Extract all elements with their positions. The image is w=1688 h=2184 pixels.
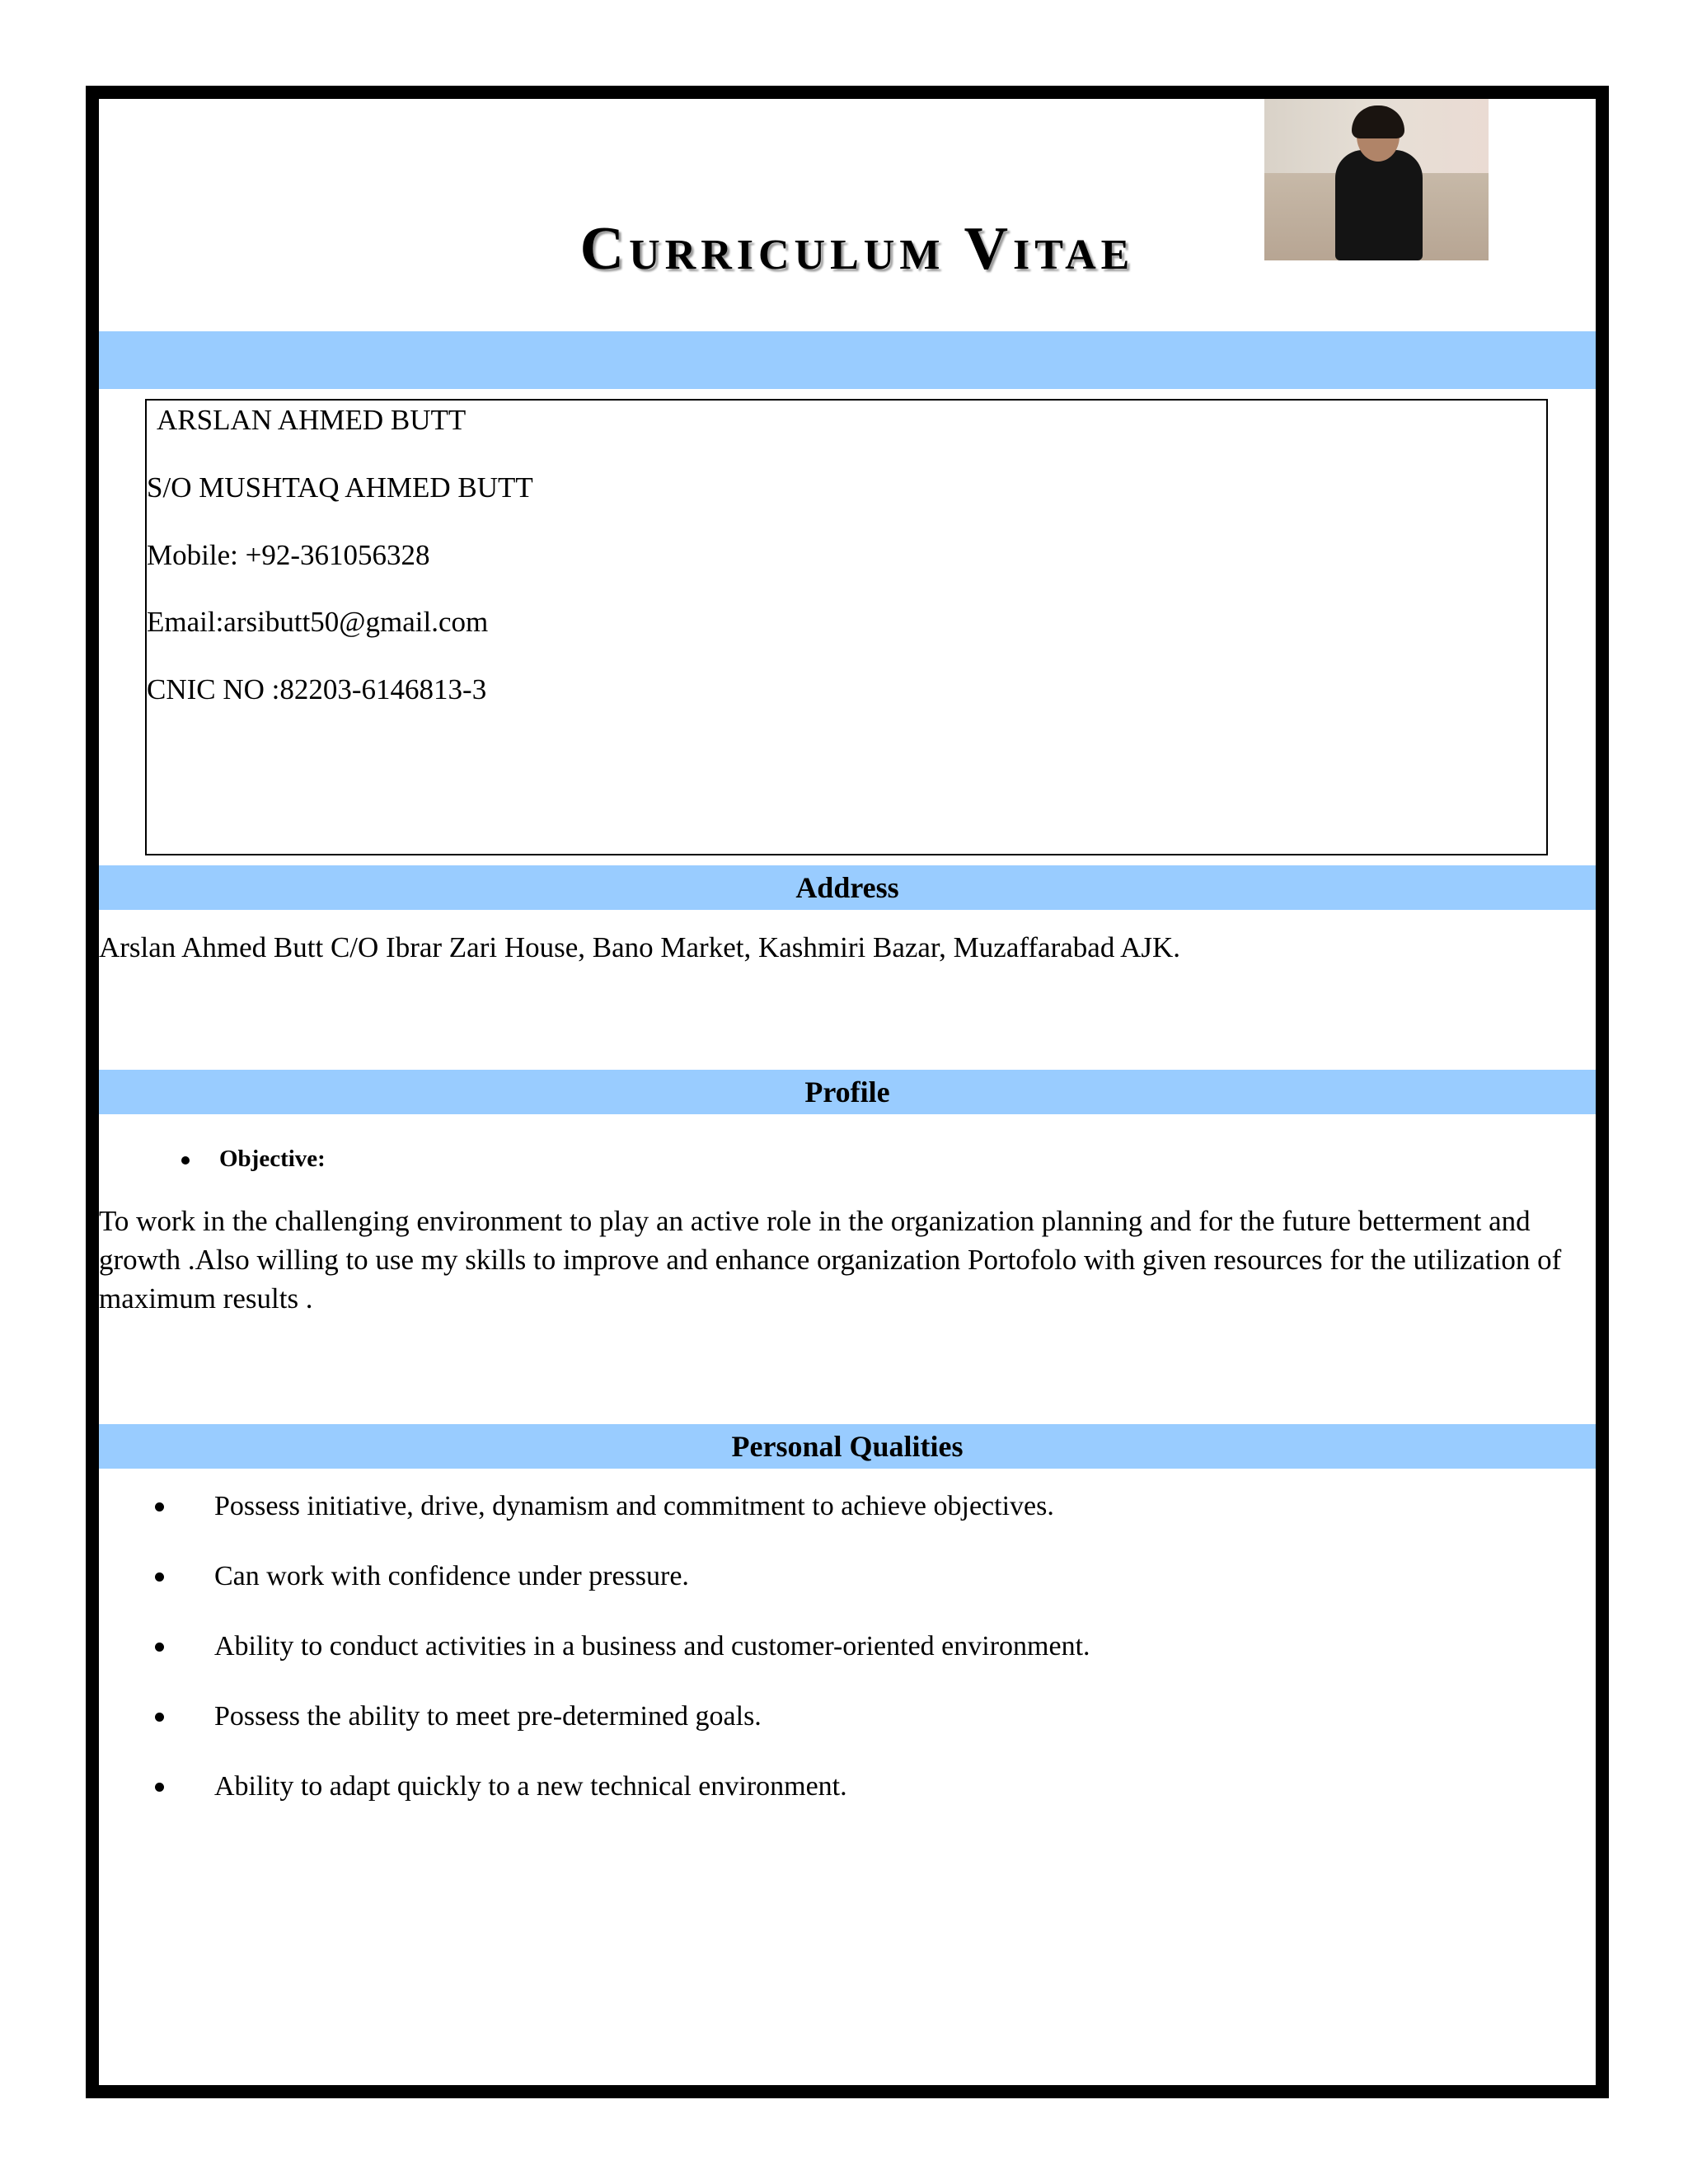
photo-person-hair [1352, 105, 1404, 138]
objective-label: Objective: [219, 1146, 326, 1172]
list-item [155, 1700, 1556, 1770]
address-heading: Address [99, 865, 1596, 910]
list-item-text: Possess initiative, drive, dynamism and commitment to achieve objectives. [214, 1491, 1054, 1521]
list-item [155, 1560, 1556, 1630]
list-item-text: Ability to conduct activities in a business and customer-oriented environment. [214, 1631, 1090, 1661]
bullet-icon [155, 1502, 164, 1511]
profile-heading: Profile [99, 1070, 1596, 1114]
list-item [155, 1630, 1556, 1700]
qualities-heading: Personal Qualities [99, 1424, 1596, 1469]
objective-text: To work in the challenging environment to play an active role in the organization planning and for the future betterment and growth .Also willing to use my skills to improve and enhance organization Portofolo with given resources for the utilization of maximum results . [99, 1205, 1562, 1315]
list-item-text: Can work with confidence under pressure. [214, 1561, 689, 1591]
address-text: Arslan Ahmed Butt C/O Ibrar Zari House, Bano Market, Kashmiri Bazar, Muzaffarabad AJK. [99, 931, 1181, 963]
list-item-text: Possess the ability to meet pre-determined goals. [214, 1701, 762, 1732]
name-text: ARSLAN AHMED BUTT [157, 404, 467, 436]
page-title-text: Curriculum Vitae [579, 215, 1135, 283]
bullet-icon [155, 1572, 164, 1582]
objective-item [181, 1146, 326, 1173]
bullet-icon [181, 1156, 190, 1165]
personal-info-box [145, 399, 1548, 855]
list-item [155, 1770, 1556, 1840]
mobile-text: Mobile: +92-361056328 [147, 539, 430, 571]
top-blue-band [99, 331, 1596, 389]
qualities-list [155, 1490, 1556, 1840]
bullet-icon [155, 1713, 164, 1722]
bullet-icon [155, 1643, 164, 1652]
father-name-text: S/O MUSHTAQ AHMED BUTT [147, 471, 533, 504]
list-item-text: Ability to adapt quickly to a new technical environment. [214, 1771, 847, 1802]
cnic-text: CNIC NO :82203-6146813-3 [147, 673, 487, 705]
cv-page-frame [86, 86, 1609, 2098]
list-item [155, 1490, 1556, 1560]
email-text: Email:arsibutt50@gmail.com [147, 606, 489, 638]
bullet-icon [155, 1783, 164, 1792]
page-title [198, 214, 1517, 284]
